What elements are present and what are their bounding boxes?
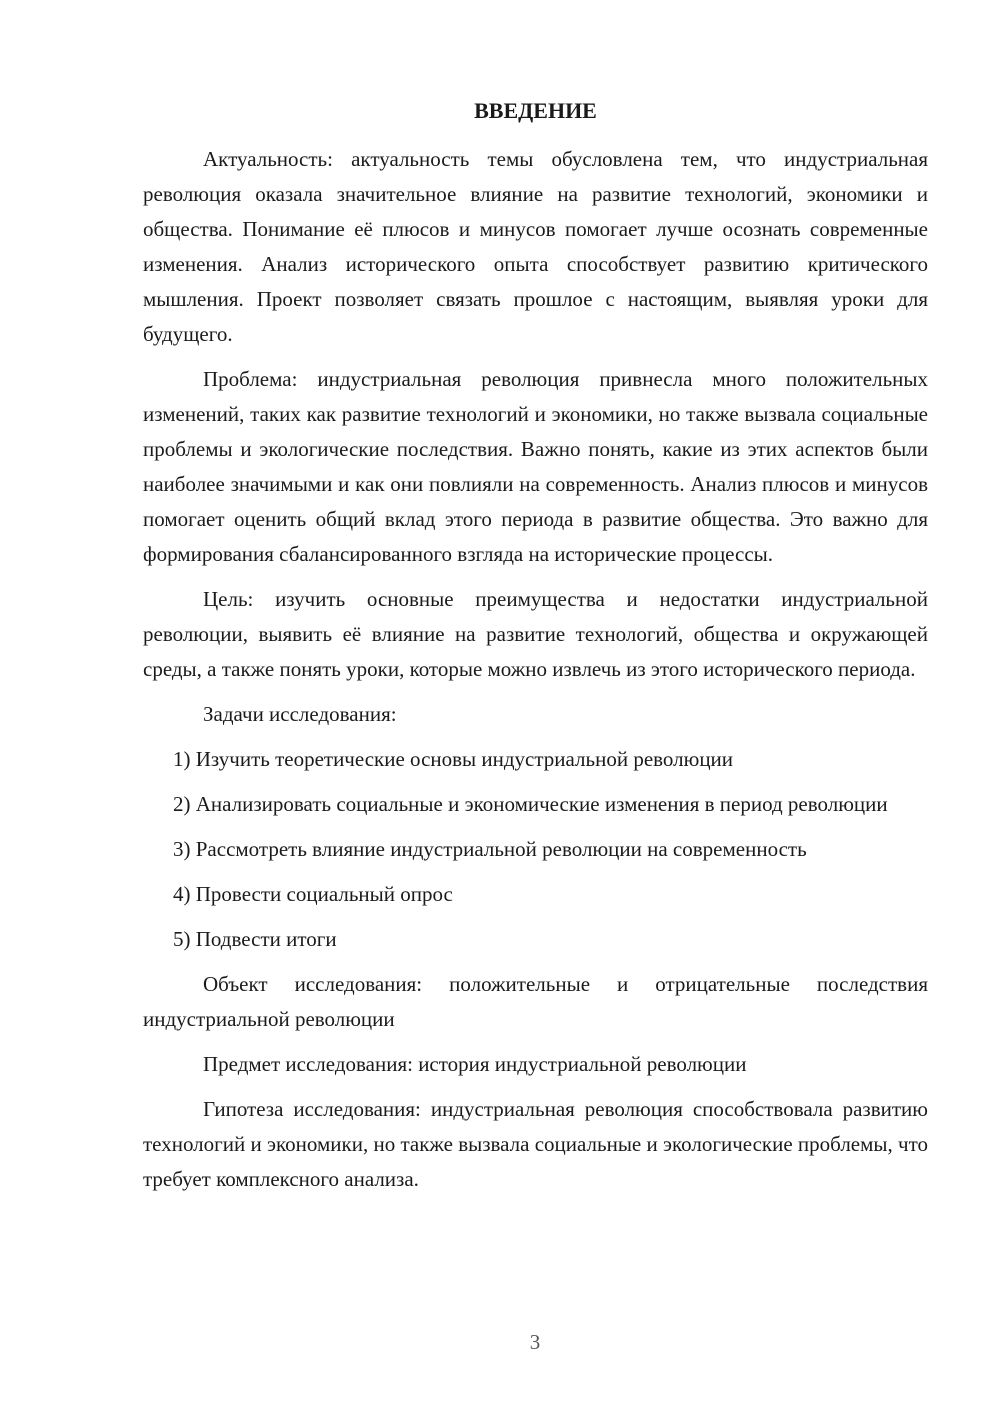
tasks-list xyxy=(143,742,928,957)
tasks-heading: Задачи исследования: xyxy=(203,702,397,726)
list-item: 5) Подвести итоги xyxy=(173,927,337,951)
section-heading: ВВЕДЕНИЕ xyxy=(474,98,597,123)
object-paragraph: Объект исследования: положительные и отрицательные последствия индустриальной революции xyxy=(143,972,928,1031)
problem-paragraph: Проблема: индустриальная революция привнесла много положительных изменений, таких как развитие технологий и экономики, но также вызвала социальные проблемы и экологические последствия. Важно понять, какие из этих аспектов были наиболее значимыми и как они повлияли на современность. Анализ плюсов и минусов помогает оценить общий вклад этого периода в развитие общества. Это важно для формирования сбалансированного взгляда на исторические процессы. xyxy=(143,367,928,566)
hypothesis-paragraph: Гипотеза исследования: индустриальная революция способствовала развитию технологий и экономики, но также вызвала социальные и экологические проблемы, что требует комплексного анализа. xyxy=(143,1097,928,1191)
list-item: 4) Провести социальный опрос xyxy=(173,882,453,906)
list-item: 2) Анализировать социальные и экономические изменения в период революции xyxy=(173,792,888,816)
list-item: 1) Изучить теоретические основы индустриальной революции xyxy=(173,747,734,771)
relevance-paragraph: Актуальность: актуальность темы обусловлена тем, что индустриальная революция оказала значительное влияние на развитие технологий, экономики и общества. Понимание её плюсов и минусов помогает лучше осознать современные изменения. Анализ исторического опыта способствует развитию критического мышления. Проект позволяет связать прошлое с настоящим, выявляя уроки для будущего. xyxy=(143,147,928,346)
document-page xyxy=(143,96,928,1207)
list-item: 3) Рассмотреть влияние индустриальной революции на современность xyxy=(173,837,807,861)
page-number: 3 xyxy=(529,1330,541,1354)
subject-paragraph: Предмет исследования: история индустриальной революции xyxy=(203,1052,747,1076)
goal-paragraph: Цель: изучить основные преимущества и недостатки индустриальной революции, выявить её влияние на развитие технологий, общества и окружающей среды, а также понять уроки, которые можно извлечь из этого исторического периода. xyxy=(143,587,928,681)
